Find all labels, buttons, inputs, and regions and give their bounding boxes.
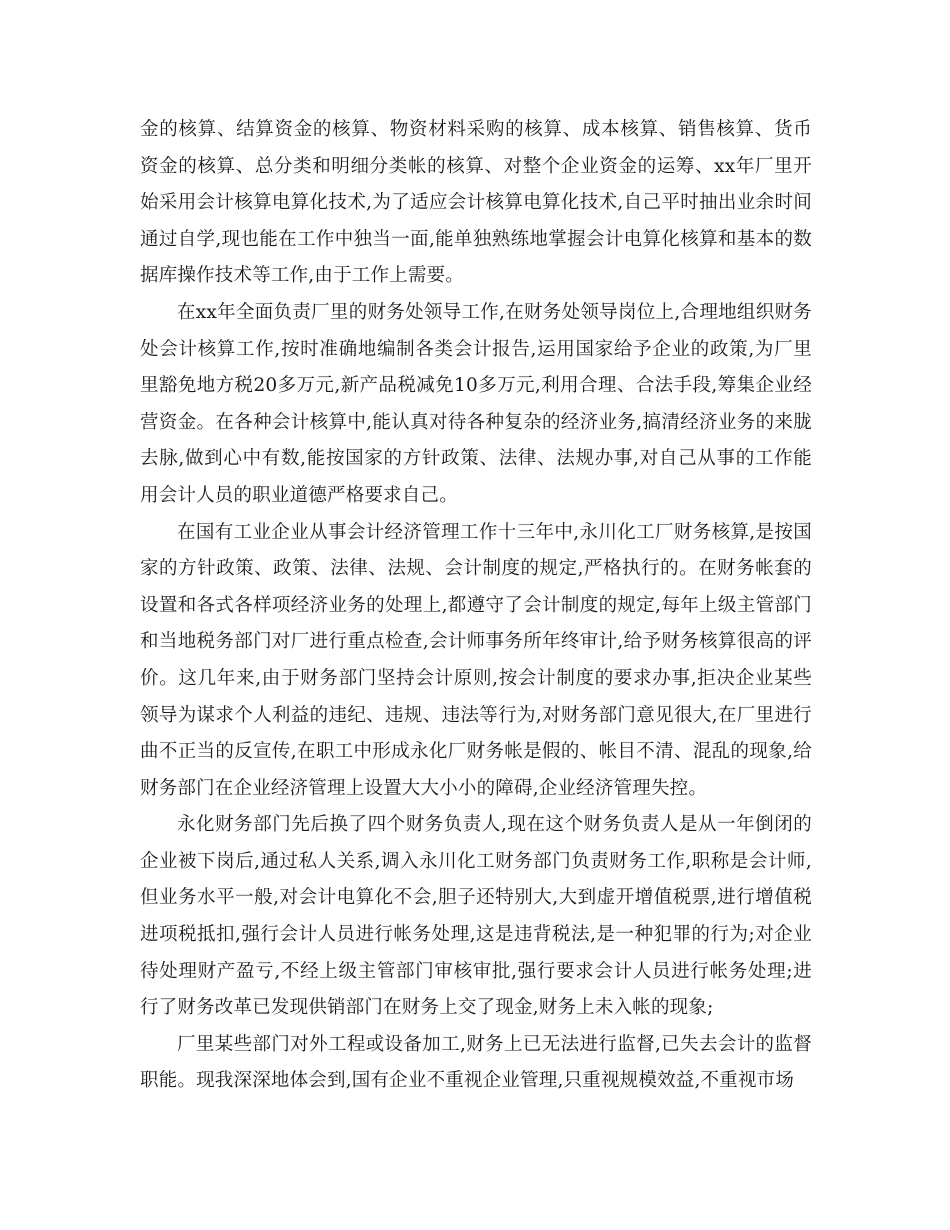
paragraph-5: 厂里某些部门对外工程或设备加工,财务上已无法进行监督,已失去会计的监督职能。现我深深地体会到,国有企业不重视企业管理,只重视规模效益,不重视市场 — [140, 1033, 812, 1092]
paragraph-1: 金的核算、结算资金的核算、物资材料采购的核算、成本核算、销售核算、货币资金的核算、总分类和明细分类帐的核算、对整个企业资金的运筹、xx年厂里开始采用会计核算电算化技术,为了适应会计核算电算化技术,自己平时抽出业余时间通过自学,现也能在工作中独当一面,能单独熟练地掌握会计电算化核算和基本的数据库操作技术等工作,由于工作上需要。 — [140, 119, 812, 287]
paragraph-3: 在国有工业企业从事会计经济管理工作十三年中,永川化工厂财务核算,是按国家的方针政策、政策、法律、法规、会计制度的规定,严格执行的。在财务帐套的设置和各式各样项经济业务的处理上,都遵守了会计制度的规定,每年上级主管部门和当地税务部门对厂进行重点检查,会计师事务所年终审计,给予财务核算很高的评价。这几年来,由于财务部门坚持会计原则,按会计制度的要求办事,拒决企业某些领导为谋求个人利益的违纪、违规、违法等行为,对财务部门意见很大,在厂里进行曲不正当的反宣传,在职工中形成永化厂财务帐是假的、帐目不清、混乱的现象,给财务部门在企业经济管理上设置大大小小的障碍,企业经济管理失控。 — [140, 521, 812, 799]
paragraph-2: 在xx年全面负责厂里的财务处领导工作,在财务处领导岗位上,合理地组织财务处会计核算工作,按时准确地编制各类会计报告,运用国家给予企业的政策,为厂里里豁免地方税20多万元,新产品税减免10多万元,利用合理、合法手段,筹集企业经营资金。在各种会计核算中,能认真对待各种复杂的经济业务,搞清经济业务的来胧去脉,做到心中有数,能按国家的方针政策、法律、法规办事,对自己从事的工作能用会计人员的职业道德严格要求自己。 — [140, 301, 812, 506]
paragraph-4: 永化财务部门先后换了四个财务负责人,现在这个财务负责人是从一年倒闭的企业被下岗后,通过私人关系,调入永川化工财务部门负责财务工作,职称是会计师,但业务水平一般,对会计电算化不会,胆子还特别大,大到虚开增值税票,进行增值税进项税抵扣,强行会计人员进行帐务处理,这是违背税法,是一种犯罪的行为;对企业待处理财产盈亏,不经上级主管部门审核审批,强行要求会计人员进行帐务处理;进行了财务改革已发现供销部门在财务上交了现金,财务上未入帐的现象; — [140, 814, 812, 1019]
document-page — [140, 112, 812, 1100]
